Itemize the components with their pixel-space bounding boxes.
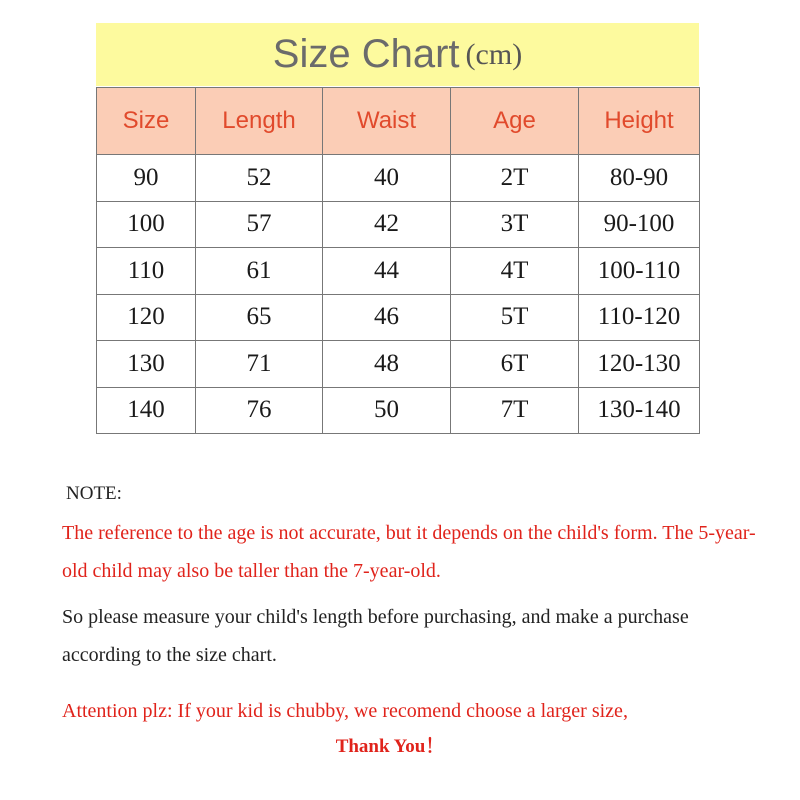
cell-length: 65: [196, 294, 323, 341]
cell-age: 2T: [451, 155, 579, 202]
cell-age: 4T: [451, 248, 579, 295]
cell-waist: 48: [323, 341, 451, 388]
cell-length: 71: [196, 341, 323, 388]
thank-you-text: Thank You！: [335, 736, 445, 757]
cell-age: 7T: [451, 387, 579, 434]
header-size: Size: [97, 88, 196, 155]
cell-length: 52: [196, 155, 323, 202]
table-row: [97, 387, 700, 434]
cell-length: 57: [196, 201, 323, 248]
cell-length: 76: [196, 387, 323, 434]
attention-text: Attention plz: If your kid is chubby, we recomend choose a larger size,: [62, 700, 628, 722]
header-age: Age: [451, 88, 579, 155]
size-table: [96, 87, 700, 434]
page-title: Size Chart: [272, 32, 460, 76]
header-waist: Waist: [323, 88, 451, 155]
cell-waist: 44: [323, 248, 451, 295]
table-row: [97, 155, 700, 202]
cell-size: 130: [97, 341, 196, 388]
cell-height: 110-120: [579, 294, 700, 341]
cell-height: 80-90: [579, 155, 700, 202]
cell-size: 110: [97, 248, 196, 295]
measure-instruction-text: So please measure your child's length before purchasing, and make a purchase according to the size chart.: [62, 606, 689, 666]
table-header-row: [97, 88, 700, 155]
cell-waist: 40: [323, 155, 451, 202]
cell-size: 120: [97, 294, 196, 341]
age-disclaimer-text: The reference to the age is not accurate, but it depends on the child's form. The 5-year-old child may also be taller than the 7-year-old.: [62, 522, 756, 582]
table-row: [97, 294, 700, 341]
cell-age: 3T: [451, 201, 579, 248]
table-row: [97, 201, 700, 248]
table-row: [97, 248, 700, 295]
cell-age: 5T: [451, 294, 579, 341]
header-height: Height: [579, 88, 700, 155]
cell-waist: 42: [323, 201, 451, 248]
cell-height: 120-130: [579, 341, 700, 388]
cell-size: 90: [97, 155, 196, 202]
cell-height: 130-140: [579, 387, 700, 434]
cell-height: 90-100: [579, 201, 700, 248]
cell-age: 6T: [451, 341, 579, 388]
cell-size: 140: [97, 387, 196, 434]
title-bar: [96, 23, 699, 86]
cell-height: 100-110: [579, 248, 700, 295]
title-unit: (cm): [465, 37, 523, 71]
note-label: NOTE:: [66, 483, 122, 504]
header-length: Length: [196, 88, 323, 155]
cell-waist: 50: [323, 387, 451, 434]
table-row: [97, 341, 700, 388]
cell-size: 100: [97, 201, 196, 248]
cell-waist: 46: [323, 294, 451, 341]
cell-length: 61: [196, 248, 323, 295]
